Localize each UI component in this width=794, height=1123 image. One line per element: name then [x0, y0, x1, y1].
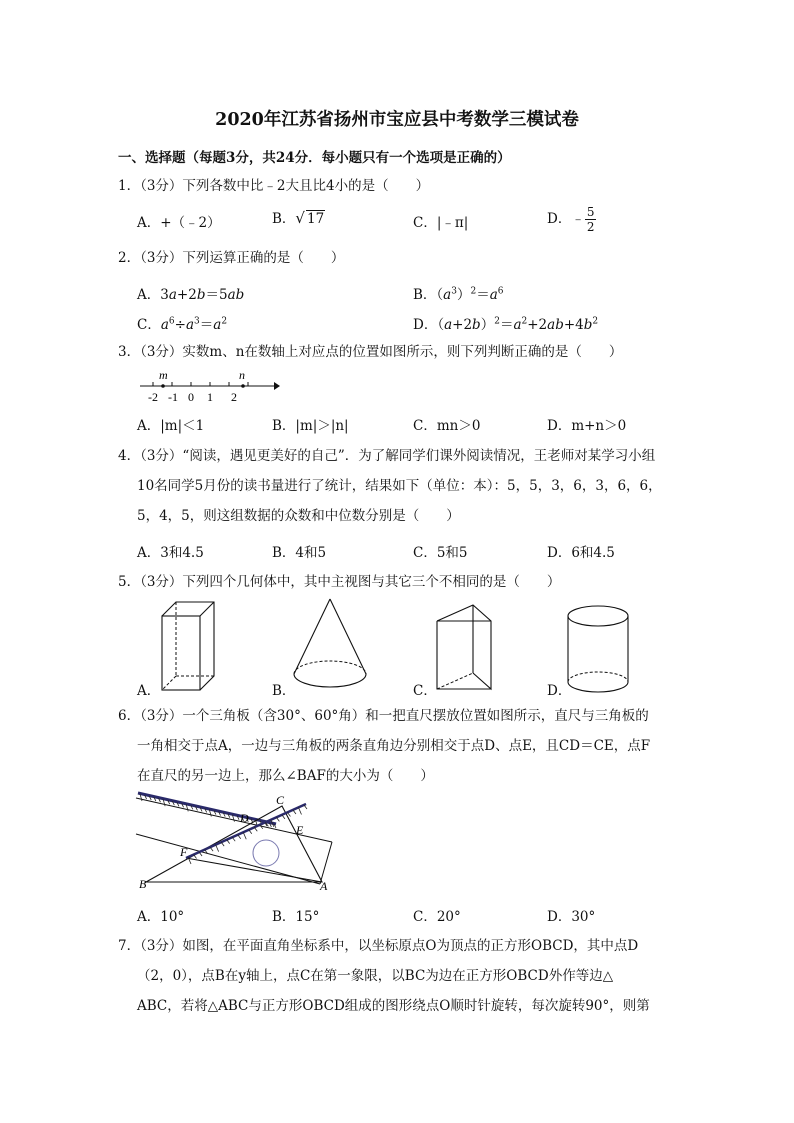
ruler-side-tick	[304, 805, 307, 809]
line-af	[186, 858, 322, 882]
question-5-stem: 5．（3分）下列四个几何体中，其中主视图与其它三个不相同的是（ ）	[118, 574, 561, 590]
q4-option-b: B．4和5	[272, 545, 327, 561]
tick-label: 0	[188, 390, 194, 404]
label-d: D	[240, 811, 249, 825]
q4-option-c: C．5和5	[413, 545, 468, 561]
q1-option-d-label: D．﹣	[547, 211, 585, 227]
q1-option-b-label: B．	[272, 211, 296, 227]
q2-option-d: D．$(a+2b)^2=a^2+2ab+4b^2$	[413, 316, 599, 333]
point-m-label: m	[159, 368, 168, 382]
q4-option-a: A．3和4.5	[137, 545, 204, 561]
point-n-label: n	[239, 368, 245, 382]
q1-option-d-fraction	[585, 205, 597, 234]
label-a: A	[320, 879, 328, 893]
fraction-numerator: 5	[586, 205, 595, 219]
q6-line2-text: 一角相交于点A，一边与三角板的两条直角边分别相交于点D、点E，且CD＝CE，点F	[137, 738, 651, 754]
question-6-line-1: 6．（3分）一个三角板（含30°、60°角）和一把直尺摆放位置如图所示，直尺与三角板的	[118, 708, 649, 724]
question-7-line-1: 7．（3分）如图，在平面直角坐标系中，以坐标原点O为顶点的正方形OBCD，其中点D	[118, 938, 639, 954]
point-n-dot	[241, 384, 245, 388]
q1-option-c: C．|﹣π|	[413, 215, 469, 231]
q3-option-d: D．m+n＞0	[547, 418, 627, 434]
q6-option-d: D．30°	[547, 909, 596, 925]
q4-option-d: D．6和4.5	[547, 545, 615, 561]
question-6-line-3: 在直尺的另一边上，那么∠BAF的大小为（ ）	[137, 768, 434, 784]
triangle-ruler-figure	[136, 790, 346, 896]
q3-option-b: B．|m|＞|n|	[272, 418, 349, 434]
question-7-line-2: （2，0），点B在y轴上，点C在第一象限，以BC为边在正方形OBCD外作等边△	[137, 968, 614, 984]
tick-label: 1	[207, 390, 213, 404]
triangular-prism-figure	[435, 603, 495, 695]
ruler-side-tick	[298, 807, 301, 814]
page-title: 2020年江苏省扬州市宝应县中考数学三模试卷	[215, 110, 579, 130]
cylinder-figure	[566, 604, 632, 696]
label-f: F	[180, 845, 188, 859]
point-m-dot	[161, 384, 165, 388]
question-4-line-2: 10名同学5月份的读书量进行了统计，结果如下（单位：本）：5，5，3，6，3，6，6，	[137, 478, 662, 494]
cone-figure	[290, 597, 372, 695]
number-line-figure	[140, 368, 280, 404]
q2-option-b: B．$(a^3)^2=a^6$	[413, 286, 504, 303]
question-3-stem: 3．（3分）实数m、n在数轴上对应点的位置如图所示，则下列判断正确的是（ ）	[118, 344, 623, 360]
q5-option-d: D．	[547, 683, 572, 699]
q1-option-b-radicand: 17	[306, 211, 325, 227]
q6-option-a: A．10°	[137, 909, 185, 925]
q6-option-b: B．15°	[272, 909, 320, 925]
q5-option-a: A．	[137, 683, 161, 699]
q1-option-b: B．√ 17	[272, 209, 325, 227]
section-heading: 一、选择题（每题3分，共24分．每小题只有一个选项是正确的）	[118, 150, 511, 166]
q3-option-c: C．mn＞0	[413, 418, 481, 434]
rectangular-prism-figure	[160, 600, 218, 695]
question-4-line-3: 5，4，5，则这组数据的众数和中位数分别是（ ）	[137, 508, 460, 524]
q5-option-b: B．	[272, 683, 296, 699]
question-1-stem: 1．（3分）下列各数中比﹣2大且比4小的是（ ）	[118, 178, 430, 194]
ruler-hole	[253, 840, 279, 866]
question-7-line-3: ABC，若将△ABC与正方形OBCD组成的图形绕点O顺时针旋转，每次旋转90°，则第	[137, 998, 650, 1014]
tick-label: -2	[148, 390, 158, 404]
q1-option-a: A．+（﹣2）	[137, 215, 221, 231]
q6-option-c: C．20°	[413, 909, 461, 925]
q2-option-a: A．3a+2b＝5ab	[137, 287, 245, 303]
question-6-line-2	[137, 736, 650, 756]
number-line-ticks	[153, 382, 248, 386]
fraction-denominator: 2	[586, 220, 595, 234]
ruler-side-tick	[243, 832, 246, 839]
label-b: B	[139, 877, 147, 891]
q1-option-d	[547, 205, 596, 234]
label-e: E	[296, 823, 304, 837]
label-c: C	[276, 793, 285, 807]
tick-label: 2	[231, 390, 237, 404]
tick-label: -1	[168, 390, 178, 404]
q3-option-a: A．|m|＜1	[137, 418, 205, 434]
ruler-hatching	[138, 793, 276, 824]
q2-option-c: C．$a^6\div a^3=a^2$	[137, 316, 228, 333]
q5-option-c: C．	[413, 683, 437, 699]
question-4-line-1: 4．（3分）“阅读，遇见更美好的自己”．为了解同学们课外阅读情况，王老师对某学习小组	[118, 448, 656, 464]
question-2-stem: 2．（3分）下列运算正确的是（ ）	[118, 250, 345, 266]
ruler-side-tick	[216, 845, 219, 852]
number-line-arrow	[274, 382, 280, 390]
